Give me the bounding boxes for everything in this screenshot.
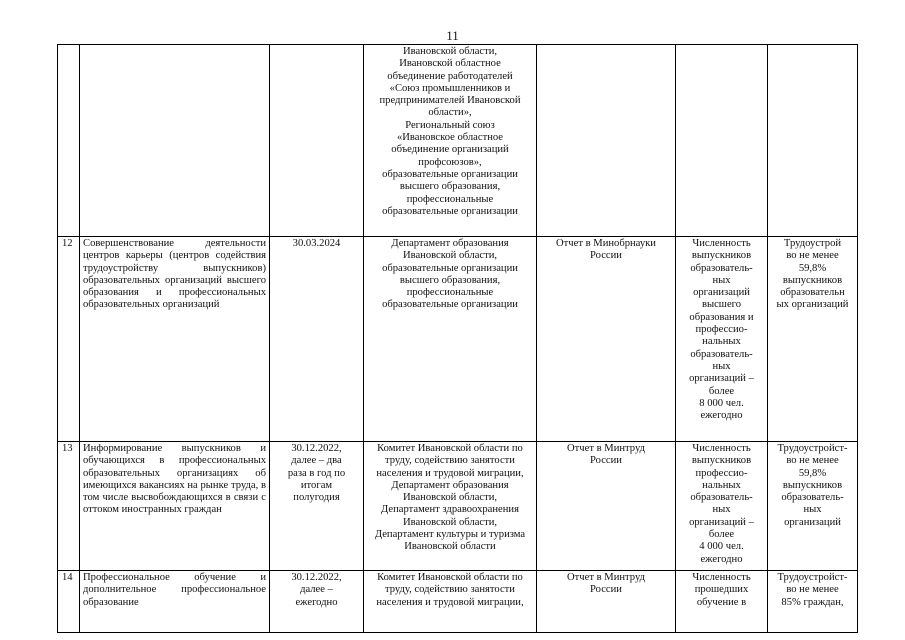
cell-line: далее –: [300, 584, 333, 596]
cell-line: образователь-: [690, 262, 753, 274]
cell-report: [537, 571, 676, 633]
cell-line: Ивановской области,: [402, 492, 498, 504]
cell-indicator: [676, 571, 768, 633]
cell-line: 8 000 чел.: [699, 397, 744, 409]
cell-result: [768, 45, 858, 237]
cell-report: [537, 237, 676, 442]
cell-indicator: [676, 45, 768, 237]
cell-line: Численность: [692, 238, 751, 249]
cell-line: высшего образования,: [399, 274, 501, 286]
cell-line: России: [590, 250, 622, 262]
cell-line: предпринимателей Ивановской: [379, 95, 521, 107]
cell-line: 30.12.2022,: [291, 443, 342, 454]
cell-executors: [364, 571, 537, 633]
cell-line: более: [708, 529, 735, 541]
cell-num: 12: [58, 237, 80, 442]
table-row: [58, 571, 858, 633]
cell-line: организаций –: [689, 516, 754, 528]
cell-line: далее – два: [291, 455, 342, 467]
cell-line: образователь-: [690, 348, 753, 360]
cell-line: высшего образования,: [399, 181, 501, 193]
cell-measure: Профессиональное обучение и дополнительное профессиональное образование: [80, 571, 270, 633]
cell-line: образователь-: [690, 492, 753, 504]
cell-line: организаций –: [689, 373, 754, 385]
cell-line: «Союз промышленников и: [389, 82, 511, 94]
cell-measure: [80, 45, 270, 237]
cell-line: объединение организаций: [391, 144, 509, 156]
page-number: 11: [446, 28, 459, 43]
cell-report: [537, 45, 676, 237]
cell-line: Отчет в Минобрнауки: [556, 238, 656, 249]
cell-num: [58, 45, 80, 237]
cell-line: ежегодно: [700, 410, 743, 422]
cell-line: 85% граждан,: [781, 596, 844, 608]
cell-line: Департамент здравоохранения: [381, 504, 519, 516]
cell-line: Ивановской областное: [399, 58, 501, 70]
cell-line: ных: [712, 360, 731, 372]
cell-line: труду, содействию занятости: [385, 455, 515, 467]
cell-line: Комитет Ивановской области по: [377, 572, 523, 583]
cell-result: [768, 237, 858, 442]
cell-line: Департамент образования: [391, 238, 509, 249]
cell-line: 59,8%: [798, 262, 827, 274]
cell-line: образования и: [689, 311, 754, 323]
cell-line: организаций: [784, 516, 841, 528]
cell-line: профессиональные: [406, 287, 494, 299]
cell-executors: [364, 442, 537, 571]
cell-line: ных: [712, 504, 731, 516]
cell-line: «Ивановское областное: [396, 132, 504, 144]
cell-deadline: [270, 571, 364, 633]
cell-line: полугодия: [293, 492, 340, 504]
cell-line: образовательные организации: [382, 262, 518, 274]
cell-line: Отчет в Минтруд: [567, 443, 645, 454]
table-row: [58, 237, 858, 442]
cell-line: раза в год по: [287, 467, 346, 479]
cell-line: обучение в: [696, 596, 747, 608]
cell-line: профессиональные: [406, 193, 494, 205]
cell-line: выпускников: [691, 250, 752, 262]
cell-line: Отчет в Минтруд: [567, 572, 645, 583]
cell-line: нальных: [702, 336, 741, 348]
cell-line: России: [590, 584, 622, 596]
cell-line: выпускников: [782, 479, 843, 491]
cell-line: во не менее: [786, 250, 839, 262]
cell-line: Департамент культуры и туризма: [374, 529, 526, 541]
cell-line: населения и трудовой миграции,: [376, 467, 524, 479]
cell-line: более: [708, 385, 735, 397]
cell-line: образователь-: [781, 492, 844, 504]
cell-line: ных: [803, 504, 822, 516]
cell-deadline: [270, 237, 364, 442]
cell-line: ежегодно: [700, 553, 743, 565]
cell-line: Трудоустройст-: [777, 572, 848, 583]
cell-line: выпускников: [691, 455, 752, 467]
cell-line: ных: [712, 274, 731, 286]
cell-num: 13: [58, 442, 80, 571]
cell-line: образовательные организации: [382, 168, 518, 180]
cell-indicator: [676, 442, 768, 571]
cell-line: во не менее: [786, 584, 839, 596]
cell-report: [537, 442, 676, 571]
cell-num: 14: [58, 571, 80, 633]
cell-line: профессио-: [695, 467, 748, 479]
cell-line: выпускников: [782, 274, 843, 286]
cell-line: области»,: [428, 107, 472, 119]
cell-line: ых организаций: [776, 299, 849, 311]
cell-line: нальных: [702, 479, 741, 491]
cell-result: [768, 571, 858, 633]
cell-line: итогам: [300, 479, 333, 491]
cell-line: образовательн: [780, 287, 845, 299]
cell-line: Департамент образования: [391, 479, 509, 491]
cell-line: прошедших: [694, 584, 749, 596]
cell-indicator: [676, 237, 768, 442]
cell-line: образовательные организации: [382, 299, 518, 311]
cell-line: труду, содействию занятости: [385, 584, 515, 596]
cell-line: населения и трудовой миграции,: [376, 596, 524, 608]
cell-line: Комитет Ивановской области по: [377, 443, 523, 454]
cell-line: Региональный союз: [405, 119, 495, 131]
cell-line: Ивановской области,: [402, 46, 498, 57]
cell-line: профсоюзов»,: [418, 156, 482, 168]
cell-line: ежегодно: [295, 596, 338, 608]
cell-line: Трудоустрой: [783, 238, 842, 249]
measures-table: [57, 44, 858, 633]
cell-line: России: [590, 455, 622, 467]
cell-line: 4 000 чел.: [699, 541, 744, 553]
cell-line: образовательные организации: [382, 205, 518, 217]
cell-line: 30.03.2024: [292, 238, 341, 249]
cell-executors: [364, 45, 537, 237]
cell-line: Ивановской области,: [402, 516, 498, 528]
cell-executors: [364, 237, 537, 442]
cell-line: профессио-: [695, 324, 748, 336]
cell-measure: Информирование выпускников и обучающихся в профессиональных образовательных организациях об имеющихся вакансиях на рынке труда, в том числе высвобождающихся в связи с оттоком иностранных граждан: [80, 442, 270, 571]
cell-deadline: [270, 442, 364, 571]
table-row-continuation: [58, 45, 858, 237]
cell-line: организаций: [693, 287, 750, 299]
cell-line: во не менее: [786, 455, 839, 467]
cell-line: Трудоустройст-: [777, 443, 848, 454]
cell-line: высшего: [701, 299, 742, 311]
cell-deadline: [270, 45, 364, 237]
cell-line: Ивановской области,: [402, 250, 498, 262]
cell-line: 30.12.2022,: [291, 572, 342, 583]
cell-line: Численность: [692, 443, 751, 454]
cell-line: 59,8%: [798, 467, 827, 479]
cell-line: Ивановской области: [404, 541, 496, 553]
cell-measure: Совершенствование деятельности центров карьеры (центров содействия трудоустройству выпускников) образовательных организаций высшего образования и профессиональных образовательных организаций: [80, 237, 270, 442]
cell-line: Численность: [692, 572, 751, 583]
cell-line: объединение работодателей: [387, 70, 513, 82]
cell-result: [768, 442, 858, 571]
table-row: [58, 442, 858, 571]
